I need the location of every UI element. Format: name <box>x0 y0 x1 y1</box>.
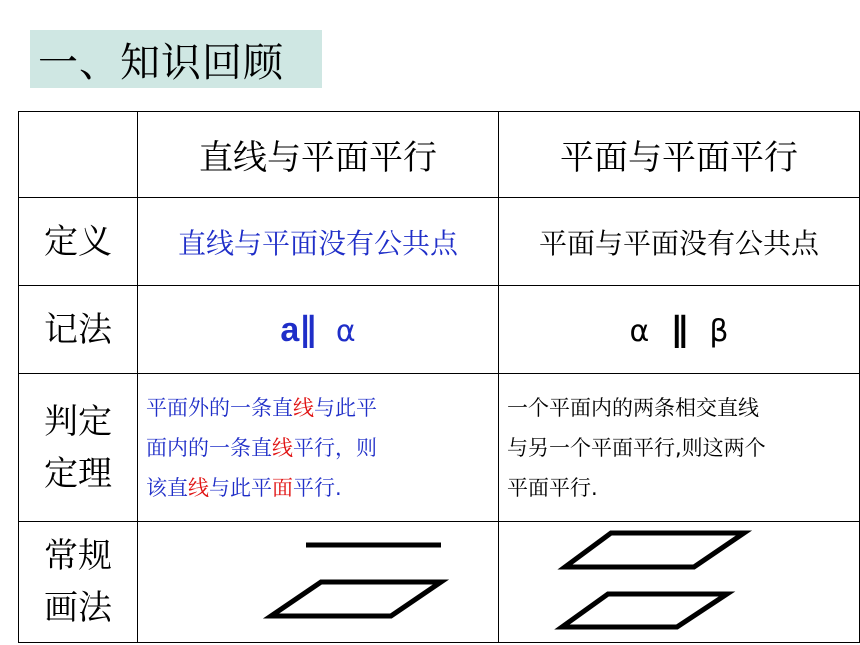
notation-alpha-2: α <box>629 313 650 349</box>
definition-line-plane: 直线与平面没有公共点 <box>138 198 499 286</box>
section-title: 一、知识回顾 <box>38 39 284 86</box>
theorem-lp-l1b: 线 <box>293 395 314 420</box>
lower-plane-icon <box>562 594 727 627</box>
definition-plane-plane: 平面与平面没有公共点 <box>499 198 860 286</box>
theorem-pp-line2: 与另一个平面平行,则这两个 <box>507 435 766 460</box>
theorem-lp-line2 <box>146 428 490 468</box>
theorem-lp-line3 <box>146 468 490 508</box>
parallel-symbol: ∥ <box>299 309 317 350</box>
theorem-lp-l2c: 平行，则 <box>293 435 377 460</box>
theorem-plane-plane <box>499 374 860 522</box>
theorem-lp-l3d: 面 <box>272 475 293 500</box>
theorem-line-plane <box>138 374 499 522</box>
drawing-label <box>19 522 138 643</box>
theorem-lp-l1c: 与此平 <box>314 395 377 420</box>
line-parallel-plane-diagram <box>138 522 498 642</box>
plane-icon <box>271 582 441 616</box>
comparison-table <box>18 111 860 643</box>
notation-line-plane <box>138 286 499 374</box>
header-row <box>19 112 860 198</box>
notation-alpha: α <box>335 313 356 349</box>
header-empty-cell <box>19 112 138 198</box>
theorem-lp-l3a: 该直 <box>146 475 188 500</box>
drawing-label-line2: 画法 <box>44 588 112 628</box>
notation-a: a <box>280 310 300 349</box>
section-title-box <box>30 30 322 88</box>
theorem-lp-l3c: 与此平 <box>209 475 272 500</box>
theorem-row <box>19 374 860 522</box>
notation-plane-plane <box>499 286 860 374</box>
theorem-pp-line1: 一个平面内的两条相交直线 <box>507 395 759 420</box>
theorem-lp-l2b: 线 <box>272 435 293 460</box>
notation-row <box>19 286 860 374</box>
definition-label: 定义 <box>19 198 138 286</box>
header-line-plane: 直线与平面平行 <box>138 112 499 198</box>
theorem-label-line2: 定理 <box>44 453 112 494</box>
theorem-pp-line3: 平面平行. <box>507 475 598 500</box>
parallel-symbol-2: ∥ <box>670 309 688 350</box>
theorem-lp-l3b: 线 <box>188 475 209 500</box>
theorem-lp-l3e: 平行. <box>293 475 342 500</box>
notation-label: 记法 <box>19 286 138 374</box>
theorem-lp-line1 <box>146 388 490 428</box>
theorem-label <box>19 374 138 522</box>
notation-beta: β <box>709 313 729 349</box>
definition-row <box>19 198 860 286</box>
drawing-line-plane <box>138 522 499 643</box>
upper-plane-icon <box>565 533 744 567</box>
drawing-label-line1: 常规 <box>44 536 112 576</box>
header-plane-plane: 平面与平面平行 <box>499 112 860 198</box>
plane-parallel-plane-diagram <box>499 522 859 642</box>
drawing-row <box>19 522 860 643</box>
drawing-plane-plane <box>499 522 860 643</box>
theorem-lp-l2a: 面内的一条直 <box>146 435 272 460</box>
theorem-label-line1: 判定 <box>44 401 112 442</box>
theorem-lp-l1a: 平面外的一条直 <box>146 395 293 420</box>
